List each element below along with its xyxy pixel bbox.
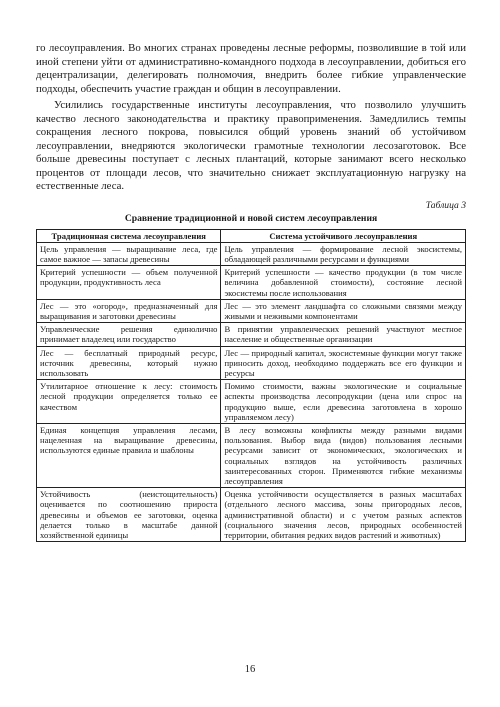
cell-sustainable: В принятии управленческих решений участвуют местное население и общественные организации [221,323,466,346]
header-sustainable: Система устойчивого лесоуправления [221,229,466,242]
cell-sustainable: Лес — это элемент ландшафта со сложными связями между живыми и неживыми компонентами [221,299,466,322]
header-traditional: Традиционная система лесоуправления [37,229,221,242]
table-row [37,242,466,265]
table-row [37,488,466,542]
paragraph-1: го лесоуправления. Во многих странах проведены лесные реформы, позволившие в той или иной степени уйти от административно-командного подхода в лесоуправлении, добиться его децентрализации, делегировать полномочия, внедрить более гибкие управленческие подходы, обеспечить участие граждан и общин в лесоуправлении. [36,42,466,95]
cell-sustainable: Цель управления — формирование лесной экосистемы, обладающей различными ресурсами и функциями [221,242,466,265]
cell-traditional: Лес — бесплатный природный ресурс, источник древесины, который нужно использовать [37,346,221,380]
table-title: Сравнение традиционной и новой систем лесоуправления [124,212,378,224]
paragraph-2: Усилились государственные институты лесоуправления, что позволило улучшить качество лесного законодательства и практику правоприменения. Замедлились темпы сокращения лесного покрова, повысился общий уровень знаний об устойчивом лесоуправлении, внедряются экологически грамотные технологии лесозаготовок. Все больше древесины поступает с лесных плантаций, которые занимают всего несколько процентов от площади лесов, что значительно снижает эксплуатационную нагрузку на естественные леса. [36,99,466,192]
cell-sustainable: В лесу возможны конфликты между разными видами пользования. Выбор вида (видов) пользования лесными ресурсами зависит от экономических, экологических и социальных взглядов на устойчивость различных заинтересованных сторон. Применяются гибкие механизмы лесоуправления [221,423,466,487]
cell-sustainable: Лес — природный капитал, экосистемные функции могут также приносить доход, необходимо поддержать все его функции и ресурсы [221,346,466,380]
cell-traditional: Управленческие решения единолично принимает владелец или государство [37,323,221,346]
table-row [37,423,466,487]
table-row [37,346,466,380]
cell-traditional: Лес — это «огород», предназначенный для выращивания и заготовки древесины [37,299,221,322]
cell-traditional: Утилитарное отношение к лесу: стоимость лесной продукции определяется только ее качеством [37,380,221,424]
cell-sustainable: Оценка устойчивости осуществляется в разных масштабах (отдельного лесного массива, зоны пригородных лесов, административной области) и с учетом разных аспектов (социального значения лесов, природных особенностей территории, обитания редких видов растений и животных) [221,488,466,542]
table-row [37,380,466,424]
cell-traditional: Единая концепция управления лесами, нацеленная на выращивание древесины, используются единые правила и шаблоны [37,423,221,487]
page-number: 16 [244,664,256,675]
cell-traditional: Устойчивость (неистощительность) оценивается по соотношению прироста древесины и объемов ее заготовки, оценка делается только в масштабе данной хозяйственной единицы [37,488,221,542]
table-row [37,266,466,300]
table-caption: Таблица 3 [425,199,466,211]
table-header-row [37,229,466,242]
table-row [37,323,466,346]
cell-sustainable: Критерий успешности — качество продукции (в том числе величина добавленной стоимости), состояние лесной экосистемы после использования [221,266,466,300]
cell-sustainable: Помимо стоимости, важны экологические и социальные аспекты производства лесопродукции (цена или спрос на продукцию выше, если древесина заготовлена в хорошо управляемом лесу) [221,380,466,424]
comparison-table [36,229,466,543]
table-row [37,299,466,322]
cell-traditional: Критерий успешности — объем полученной продукции, продуктивность леса [37,266,221,300]
cell-traditional: Цель управления — выращивание леса, где самое важное — запасы древесины [37,242,221,265]
